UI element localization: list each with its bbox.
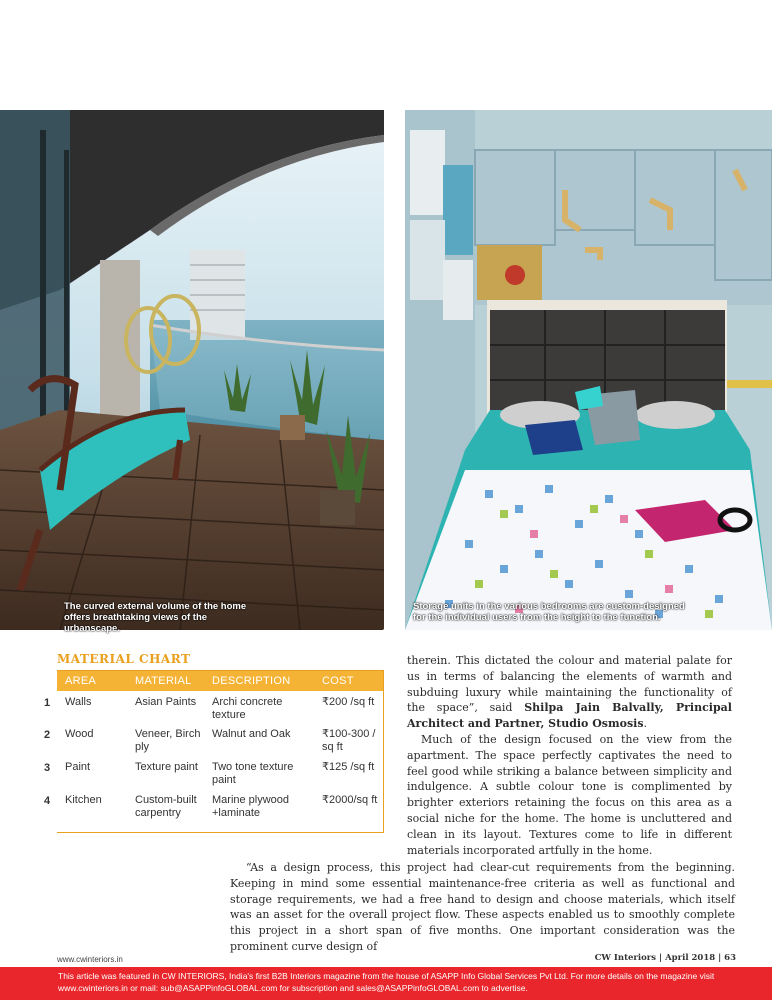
bedroom-photo <box>405 110 772 630</box>
balcony-photo <box>0 110 384 630</box>
table-cell-cost: ₹125 /sq ft <box>322 761 375 773</box>
balcony-photo-caption: The curved external volume of the home offers breathtaking views of the urbanscape. <box>64 601 247 634</box>
table-cell-material: Texture paint <box>135 761 198 773</box>
table-row-number: 2 <box>44 729 51 741</box>
table-cell-area: Kitchen <box>65 794 102 806</box>
article-paragraph <box>407 653 732 732</box>
footer-magazine-folio: CW Interiors | April 2018 | 63 <box>594 953 736 963</box>
material-chart-title: MATERIAL CHART <box>57 652 191 666</box>
footer-website: www.cwinteriors.in <box>57 955 123 964</box>
header-description: DESCRIPTION <box>212 675 291 687</box>
article-paragraph: “As a design process, this project had clear-cut requirements from the beginning. Keeping in mind some essential maintenance-free criteria as well as functional and storage requirements, we had a free hand to design and choose materials, which itself was an asset for the overall project flow. These aspects enabled us to smoothly complete this project in a short span of five months. One important consideration was the prominent curve design of <box>230 861 735 953</box>
table-cell-cost: ₹200 /sq ft <box>322 696 375 708</box>
table-cell-cost: ₹100-300 / sq ft <box>322 728 376 753</box>
table-cell-description: Archi concrete texture <box>212 696 283 721</box>
bedroom-photo-caption: Storage units in the various bedrooms are custom-designed for the individual users from the height to the function. <box>413 601 685 623</box>
footer-banner: This article was featured in CW INTERIORS, India's first B2B Interiors magazine from the house of ASAPP Info Global Services Pvt Ltd. For more details on the magazine visit www.cwinteriors.in or mail: sub@ASAPPinfoGLOBAL.com for subscription and sales@ASAPPinfoGLOBAL.com to advertise. <box>0 967 772 1000</box>
article-paragraph: Much of the design focused on the view from the apartment. The space perfectly captivates the need to feel good while striking a balance between simplicity and indulgence. A subtle colour tone is complimented by brighter exteriors retaining the focus on this area as a social niche for the home. The home is uncluttered and clean in its layout. Textures come to life in different materials incorporated artfully in the home. <box>407 732 732 857</box>
table-cell-material: Asian Paints <box>135 696 197 708</box>
table-row-number: 3 <box>44 762 51 774</box>
table-cell-cost: ₹2000/sq ft <box>322 794 378 806</box>
header-material: MATERIAL <box>135 675 192 687</box>
table-cell-area: Paint <box>65 761 91 773</box>
table-cell-description: Walnut and Oak <box>212 728 291 740</box>
table-cell-material: Custom-built carpentry <box>135 794 197 819</box>
article-text: . <box>643 717 648 731</box>
header-area: AREA <box>65 675 97 687</box>
table-row-number: 4 <box>44 795 51 807</box>
table-cell-area: Wood <box>65 728 94 740</box>
table-cell-description: Marine plywood +laminate <box>212 794 290 819</box>
header-cost: COST <box>322 675 354 687</box>
architect-name: Shilpa Jain Balvally, Principal Architect and Partner, Studio Osmosis <box>407 701 732 731</box>
table-row-number: 1 <box>44 697 51 709</box>
article-column <box>407 653 732 858</box>
table-cell-area: Walls <box>65 696 92 708</box>
table-cell-material: Veneer, Birch ply <box>135 728 201 753</box>
article-text: therein. This dictated the colour and material palate for us in terms of balancing the elements of warmth and subduing luxury while maintaining the functionality of the space”, said <box>407 654 732 715</box>
table-cell-description: Two tone texture paint <box>212 761 294 786</box>
